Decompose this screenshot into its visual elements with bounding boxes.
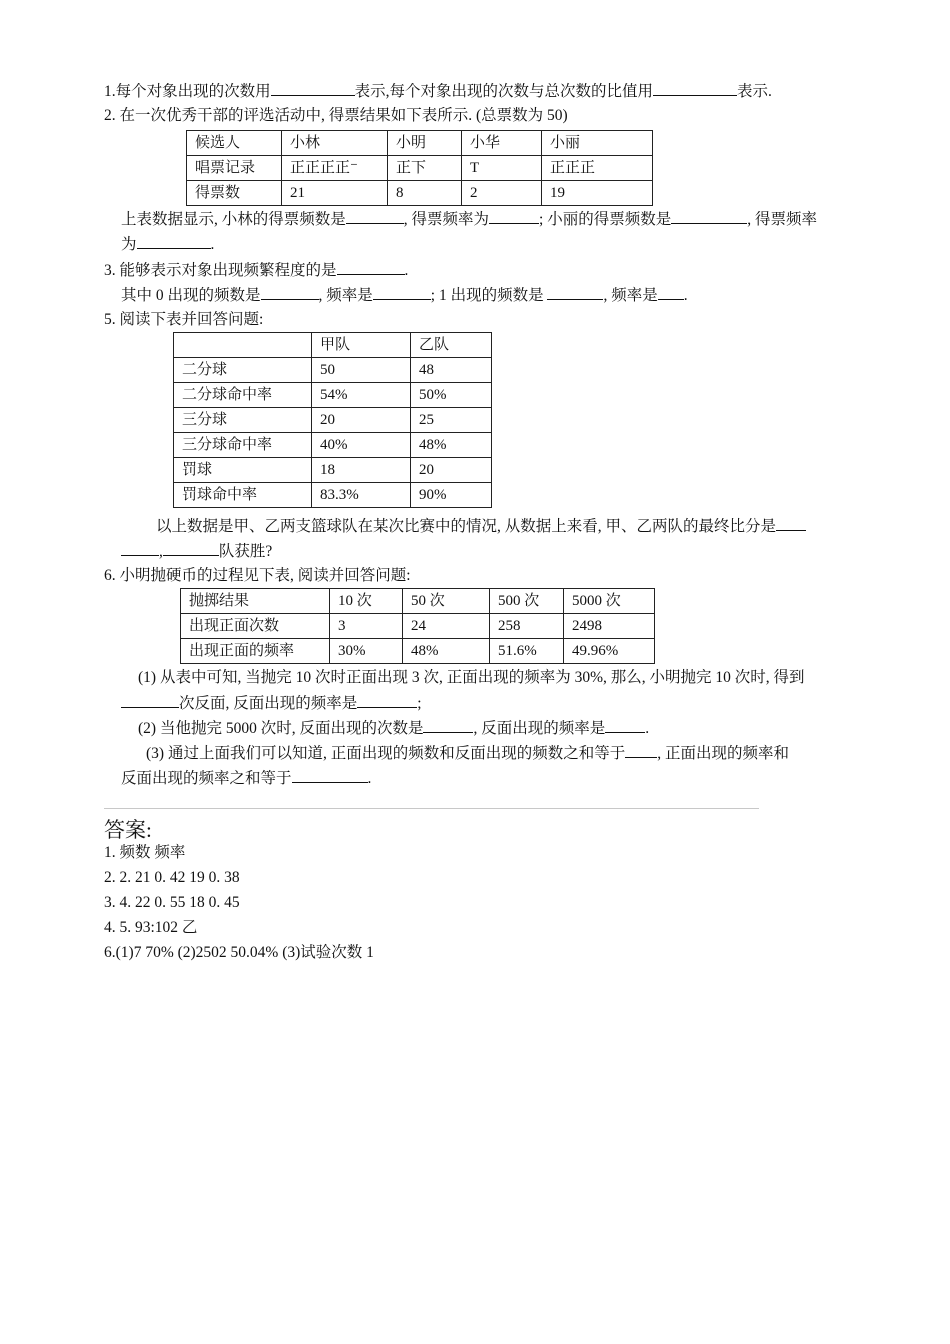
- answer-line: 6.(1)7 70% (2)2502 50.04% (3)试验次数 1: [104, 944, 374, 961]
- q2-blank-2[interactable]: [489, 208, 539, 224]
- q3-blank-1[interactable]: [337, 259, 405, 275]
- table-cell: 出现正面的频率: [181, 639, 330, 664]
- table-cell: 出现正面次数: [181, 614, 330, 639]
- question-6-title: 6. 小明抛硬币的过程见下表, 阅读并回答问题:: [104, 567, 411, 584]
- q5-blank-2[interactable]: [121, 540, 159, 556]
- q3-text-a: 3. 能够表示对象出现频繁程度的是: [104, 262, 337, 279]
- votes-table: [186, 130, 653, 206]
- table-cell: 50 次: [403, 589, 490, 614]
- q3-text-d: , 频率是: [318, 287, 373, 304]
- q2-blank-3[interactable]: [671, 208, 747, 224]
- table-cell: 2498: [564, 614, 655, 639]
- table-cell: 正下: [388, 156, 462, 181]
- question-5-title: 5. 阅读下表并回答问题:: [104, 311, 264, 328]
- table-cell: 49.96%: [564, 639, 655, 664]
- table-cell: 48%: [403, 639, 490, 664]
- q6-blank-3[interactable]: [423, 717, 473, 733]
- q3-text-c: 其中 0 出现的频数是: [121, 287, 261, 304]
- question-1: [104, 80, 772, 103]
- table-cell: 54%: [312, 383, 411, 408]
- table-cell: 30%: [330, 639, 403, 664]
- question-5-line-1: [156, 515, 806, 538]
- q2-text-b: , 得票频率为: [403, 211, 490, 228]
- table-cell: 乙队: [411, 333, 492, 358]
- table-cell: 甲队: [312, 333, 411, 358]
- table-cell: 83.3%: [312, 483, 411, 508]
- table-cell: 90%: [411, 483, 492, 508]
- question-5-line-2: [121, 540, 272, 563]
- answer-line: 3. 4. 22 0. 55 18 0. 45: [104, 894, 240, 911]
- question-3: [104, 259, 408, 282]
- q1-text-b: 表示,每个对象出现的次数与总次数的比值用: [354, 83, 654, 100]
- table-cell: 小明: [388, 131, 462, 156]
- q6-blank-4[interactable]: [605, 717, 645, 733]
- table-cell: 500 次: [490, 589, 564, 614]
- q1-blank-2[interactable]: [653, 80, 737, 96]
- q2-blank-1[interactable]: [346, 208, 404, 224]
- table-cell: 小丽: [542, 131, 653, 156]
- q3-blank-4[interactable]: [547, 284, 603, 300]
- q6-text-c: ;: [417, 695, 422, 712]
- table-cell: 48%: [411, 433, 492, 458]
- table-cell: [174, 333, 312, 358]
- q5-text-b: ,: [159, 543, 163, 560]
- table-cell: 8: [388, 181, 462, 206]
- table-cell: 18: [312, 458, 411, 483]
- q6-text-f: .: [645, 720, 650, 737]
- q1-text-a: 1.每个对象出现的次数用: [104, 83, 271, 100]
- q2-blank-4[interactable]: [137, 233, 211, 249]
- q5-blank-1[interactable]: [776, 515, 806, 531]
- table-cell: 50: [312, 358, 411, 383]
- table-cell: 5000 次: [564, 589, 655, 614]
- table-cell: 51.6%: [490, 639, 564, 664]
- table-row: [174, 458, 492, 483]
- q6-blank-2[interactable]: [357, 692, 417, 708]
- table-cell: 21: [282, 181, 388, 206]
- table-cell: 正正正正⁻: [282, 156, 388, 181]
- table-cell: T: [462, 156, 542, 181]
- table-row: [174, 383, 492, 408]
- q6-text-j: .: [367, 770, 372, 787]
- table-cell: 19: [542, 181, 653, 206]
- coin-toss-table: [180, 588, 655, 664]
- table-cell: 唱票记录: [187, 156, 282, 181]
- table-cell: 二分球: [174, 358, 312, 383]
- q2-text-e: 为: [121, 236, 137, 253]
- table-cell: 10 次: [330, 589, 403, 614]
- q3-blank-3[interactable]: [373, 284, 431, 300]
- q6-blank-5[interactable]: [625, 742, 657, 758]
- table-row: [181, 589, 655, 614]
- table-cell: 20: [411, 458, 492, 483]
- q6-text-d: (2) 当他抛完 5000 次时, 反面出现的次数是: [138, 720, 424, 737]
- table-cell: 小华: [462, 131, 542, 156]
- question-6-part-1-line-2: [121, 692, 422, 715]
- q3-blank-5[interactable]: [658, 284, 684, 300]
- table-cell: 25: [411, 408, 492, 433]
- table-row: [174, 433, 492, 458]
- answers-title: 答案:: [104, 818, 152, 842]
- q2-text-d: , 得票频率: [747, 211, 817, 228]
- q6-blank-6[interactable]: [292, 767, 368, 783]
- table-cell: 258: [490, 614, 564, 639]
- q6-text-b: 次反面, 反面出现的频率是: [179, 695, 358, 712]
- q6-blank-1[interactable]: [121, 692, 179, 708]
- q1-blank-1[interactable]: [271, 80, 355, 96]
- q5-text-c: 队获胜?: [218, 543, 273, 560]
- table-cell: 50%: [411, 383, 492, 408]
- table-cell: 3: [330, 614, 403, 639]
- table-cell: 二分球命中率: [174, 383, 312, 408]
- q1-text-c: 表示.: [737, 83, 772, 100]
- table-cell: 20: [312, 408, 411, 433]
- question-6-part-1-line-1: (1) 从表中可知, 当抛完 10 次时正面出现 3 次, 正面出现的频率为 30%, 那么, 小明抛完 10 次时, 得到: [138, 669, 805, 686]
- table-cell: 罚球命中率: [174, 483, 312, 508]
- table-row: [181, 614, 655, 639]
- table-cell: 小林: [282, 131, 388, 156]
- table-row: [174, 333, 492, 358]
- question-3-sub: [121, 284, 688, 307]
- table-cell: 三分球命中率: [174, 433, 312, 458]
- table-cell: 40%: [312, 433, 411, 458]
- question-2-line-2: [121, 233, 214, 256]
- question-2-line-1: [121, 208, 817, 231]
- table-cell: 48: [411, 358, 492, 383]
- table-cell: 罚球: [174, 458, 312, 483]
- table-cell: 得票数: [187, 181, 282, 206]
- table-cell: 候选人: [187, 131, 282, 156]
- table-row: [187, 181, 653, 206]
- q3-text-e: ; 1 出现的频数是: [430, 287, 544, 304]
- q5-blank-3[interactable]: [163, 540, 219, 556]
- answer-line: 1. 频数 频率: [104, 844, 186, 861]
- q3-text-g: .: [683, 287, 688, 304]
- table-cell: 三分球: [174, 408, 312, 433]
- table-row: [181, 639, 655, 664]
- table-row: [174, 408, 492, 433]
- question-6-part-3-line-1: [146, 742, 789, 765]
- question-6-part-3-line-2: [121, 767, 371, 790]
- basketball-table: [173, 332, 492, 508]
- q2-text-a: 上表数据显示, 小林的得票频数是: [121, 211, 346, 228]
- table-row: [187, 131, 653, 156]
- table-row: [174, 358, 492, 383]
- answer-line: 4. 5. 93:102 乙: [104, 919, 198, 936]
- q3-blank-2[interactable]: [261, 284, 319, 300]
- table-row: [174, 483, 492, 508]
- table-cell: 24: [403, 614, 490, 639]
- q2-text-c: ; 小丽的得票频数是: [539, 211, 672, 228]
- q3-text-b: .: [404, 262, 409, 279]
- question-6-part-2: [138, 717, 649, 740]
- q6-text-h: , 正面出现的频率和: [657, 745, 789, 762]
- separator-rule: [104, 808, 759, 809]
- q5-text-a: 以上数据是甲、乙两支篮球队在某次比赛中的情况, 从数据上来看, 甲、乙两队的最终比分是: [156, 518, 777, 535]
- q2-text-f: .: [210, 236, 215, 253]
- q3-text-f: , 频率是: [603, 287, 658, 304]
- answer-line: 2. 2. 21 0. 42 19 0. 38: [104, 869, 240, 886]
- q6-text-i: 反面出现的频率之和等于: [121, 770, 292, 787]
- table-cell: 2: [462, 181, 542, 206]
- q6-text-e: , 反面出现的频率是: [473, 720, 606, 737]
- table-cell: 抛掷结果: [181, 589, 330, 614]
- q6-text-g: (3) 通过上面我们可以知道, 正面出现的频数和反面出现的频数之和等于: [146, 745, 626, 762]
- table-row: [187, 156, 653, 181]
- table-cell: 正正正: [542, 156, 653, 181]
- question-2-title: 2. 在一次优秀干部的评选活动中, 得票结果如下表所示. (总票数为 50): [104, 107, 568, 124]
